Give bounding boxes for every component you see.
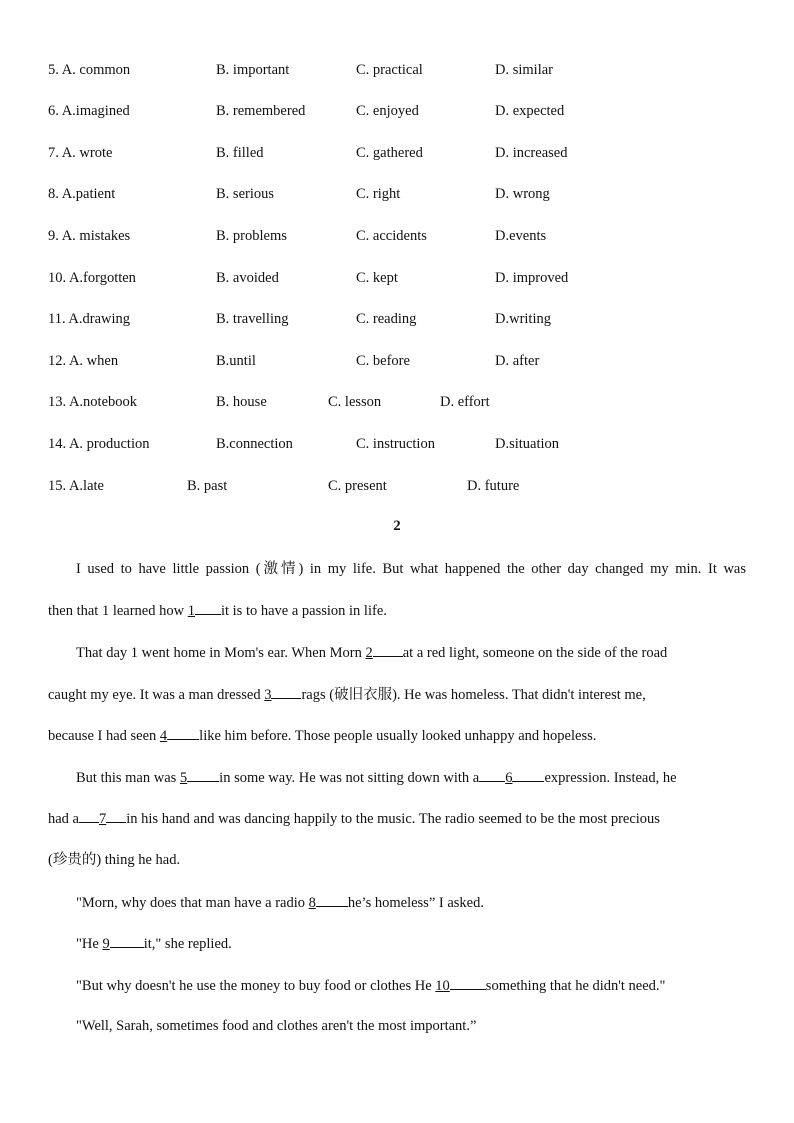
- option-c: C. instruction: [356, 436, 435, 452]
- blank-7: 7: [99, 811, 107, 827]
- blank-line: [271, 683, 301, 699]
- option-d: D. wrong: [495, 186, 550, 202]
- option-d: D. effort: [440, 394, 490, 410]
- option-a: 12. A. when: [48, 353, 119, 369]
- option-c: C. gathered: [356, 145, 423, 161]
- passage-line: I used to have little passion (激情) in my life. But what happened the other day changed my min. It was: [76, 561, 746, 577]
- option-d: D.events: [495, 228, 547, 244]
- passage-line: That day 1 went home in Mom's ear. When Morn 2 at a red light, someone on the side of the road: [76, 641, 746, 663]
- blank-line: [187, 766, 219, 782]
- blank-6: 6: [505, 770, 513, 786]
- option-b: B. travelling: [216, 311, 289, 327]
- option-d: D. similar: [495, 62, 553, 78]
- option-c: C. present: [328, 478, 387, 494]
- option-b: B. house: [216, 394, 267, 410]
- passage-line: "Morn, why does that man have a radio 8 he’s homeless” I asked.: [76, 891, 746, 913]
- option-a: 5. A. common: [48, 62, 131, 78]
- option-b: B. filled: [216, 145, 264, 161]
- option-c: C. reading: [356, 311, 417, 327]
- blank-line: [110, 932, 144, 948]
- option-d: D. future: [467, 478, 520, 494]
- option-c: C. practical: [356, 62, 423, 78]
- blank-line: [373, 641, 403, 657]
- option-a: 15. A.late: [48, 478, 104, 494]
- option-a: 9. A. mistakes: [48, 228, 131, 244]
- blank-10: 10: [435, 978, 450, 994]
- blank-4: 4: [159, 728, 168, 744]
- option-b: B. important: [216, 62, 290, 78]
- passage-line: "Well, Sarah, sometimes food and clothes aren't the most important.”: [76, 1018, 477, 1034]
- option-d: D. after: [495, 353, 540, 369]
- blank-9: 9: [102, 936, 110, 952]
- passage-line: had a 7 in his hand and was dancing happily to the music. The radio seemed to be the most precious: [48, 807, 746, 829]
- option-b: B. problems: [216, 228, 287, 244]
- option-b: B. avoided: [216, 270, 279, 286]
- option-d: D.situation: [495, 436, 560, 452]
- option-c: C. kept: [356, 270, 398, 286]
- passage-line: (珍贵的) thing he had.: [48, 852, 181, 868]
- option-b: B.until: [216, 353, 256, 369]
- option-b: B. past: [187, 478, 228, 494]
- passage-line: then that 1 learned how 1 it is to have a passion in life.: [48, 599, 746, 621]
- option-c: C. lesson: [328, 394, 382, 410]
- option-c: C. accidents: [356, 228, 427, 244]
- option-c: C. before: [356, 353, 410, 369]
- option-b: B. serious: [216, 186, 274, 202]
- blank-1: 1: [187, 603, 195, 619]
- passage-line: But this man was 5 in some way. He was not sitting down with a 6 expression. Instead, he: [76, 766, 746, 788]
- option-a: 10. A.forgotten: [48, 270, 136, 286]
- option-d: D. expected: [495, 103, 565, 119]
- option-b: B.connection: [216, 436, 293, 452]
- passage-line: because I had seen 4 like him before. Those people usually looked unhappy and hopeless.: [48, 724, 746, 746]
- blank-5: 5: [179, 770, 188, 786]
- option-a: 11. A.drawing: [48, 311, 131, 327]
- option-a: 14. A. production: [48, 436, 150, 452]
- blank-line: [106, 807, 126, 823]
- option-a: 7. A. wrote: [48, 145, 113, 161]
- blank-8: 8: [308, 895, 316, 911]
- section-title: 2: [393, 518, 401, 534]
- blank-3: 3: [264, 687, 272, 703]
- blank-line: [512, 766, 544, 782]
- blank-line: [316, 891, 348, 907]
- blank-2: 2: [365, 645, 373, 661]
- blank-line: [450, 974, 486, 990]
- option-a: 8. A.patient: [48, 186, 116, 202]
- option-a: 13. A.notebook: [48, 394, 138, 410]
- option-c: C. enjoyed: [356, 103, 419, 119]
- passage-line: "But why doesn't he use the money to buy food or clothes He 10 something that he didn't need.": [76, 974, 746, 996]
- option-b: B. remembered: [216, 103, 306, 119]
- blank-line: [167, 724, 199, 740]
- blank-line: [195, 599, 221, 615]
- option-d: D. increased: [495, 145, 568, 161]
- passage-line: "He 9 it," she replied.: [76, 932, 746, 954]
- option-a: 6. A.imagined: [48, 103, 130, 119]
- option-d: D.writing: [495, 311, 551, 327]
- blank-line: [479, 766, 505, 782]
- blank-line: [79, 807, 99, 823]
- passage-line: caught my eye. It was a man dressed 3 rags (破旧衣服). He was homeless. That didn't interest me,: [48, 683, 746, 705]
- option-d: D. improved: [495, 270, 569, 286]
- option-c: C. right: [356, 186, 401, 202]
